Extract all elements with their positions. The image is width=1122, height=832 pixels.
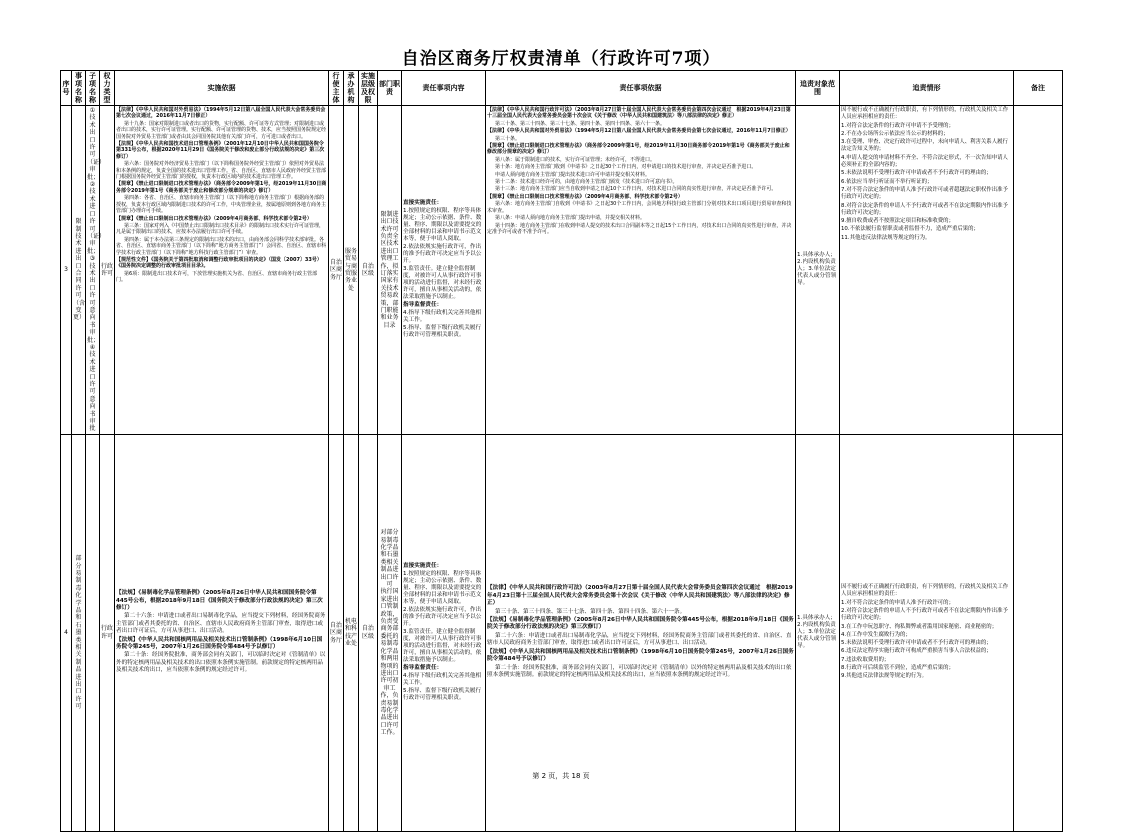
resp-basis-para: 【法律】《中华人民共和国行政许可法》（2003年8月27日第十届全国人民代表大会常务委员会第四次会议通过 根据2019年4月23日第十三届全国人民代表大会常务委员会第十次会议《关于修改〈中华人民共和国建筑法〉等八部法律的决定》修正） bbox=[487, 585, 793, 607]
resp-para: 1.按照规定的权限、程序等具体规定；主动公示依据、条件、数量、程序、期限以及需要提交的全部材料的目录和申请书示范文本等，便于申请人阅取。 bbox=[403, 207, 482, 242]
header-power-type: 权力类型 bbox=[100, 71, 115, 106]
basis-para: 第二十六条：申请进口或者出口易制毒化学品，应当提交下列材料，经国务院商务主管部门或者其委托的省、自治区、直辖市人民政府商务主管部门审查，取得进口或者出口许可证后，方可从事进口、出口活动。 bbox=[116, 613, 326, 635]
resp-para: 指导监督责任： bbox=[403, 301, 443, 308]
resp-basis-para: 第六条：地方商务主管部门自收到《申请书》之日起30个工作日内，会同地方科技行政主管部门分别对技术出口项目进行贸易审查和技术审查。 bbox=[487, 201, 792, 214]
row-basis bbox=[115, 106, 329, 435]
header-subject: 行使主体 bbox=[329, 71, 344, 106]
resp-basis-para: 第二十六条：申请进口或者出口易制毒化学品，应当提交下列材料，经国务院商务主管部门或者其委托的省、自治区、直辖市人民政府商务主管部门审查，取得进口或者出口许可证后，方可从事进口、出口活动。 bbox=[487, 632, 792, 647]
resp-basis-para: 第十四条：地方商务主管部门在收到申请人提交的技术出口合同副本等之日起15个工作日内，对技术出口合同的真实性进行审查，并决定准予许可或者不准予许可。 bbox=[487, 222, 792, 235]
resp-basis-para: 【法规】《易制毒化学品管理条例》（2005年8月26日中华人民共和国国务院令第445号公布，根据2018年9月18日《国务院关于修改部分行政法规的决定》第三次修订） bbox=[487, 617, 794, 631]
basis-para: 第四条：各省、自治区、直辖市商务主管部门（以下简称地方商务主管部门）根据商务部的授权，负责本行政区域内限制进口技术的许可工作，中央管理企业，按属地原则到各地方商务主管部门办理许可手续。 bbox=[116, 195, 327, 215]
pursue-para: 1.对符合法定条件的行政许可申请不予受理的； bbox=[841, 122, 954, 129]
pursue-para: 6.依法应当举行听证而不举行听证的； bbox=[841, 178, 933, 185]
row-power-type: 行政许可 bbox=[100, 434, 115, 831]
dept-duty-name: 限制进出口技术许可 bbox=[380, 210, 399, 233]
row-seq: 4 bbox=[61, 434, 72, 831]
pursue-para: 11.其他违反法律法规等规定的行为。 bbox=[841, 234, 931, 241]
pursue-para: 9.擅自收费或者不按照法定项目和标准收费的； bbox=[841, 218, 954, 225]
resp-basis-para: 【法规】《中华人民共和国核两用品及相关技术出口管制条例》（1998年6月10日国务院令第245号，2007年1月26日国务院令第484号予以修订） bbox=[487, 648, 794, 663]
basis-para: 【规范性文件】《国务院关于第四批取消和调整行政审批项目的决定》（国发〔2007〕33号）《国务院决定调整的行政审批项目目录》。 bbox=[116, 256, 322, 270]
pursue-para: 10.不依法履行监督职责或者监督不力，造成严重后果的； bbox=[841, 226, 979, 233]
dept-duty-desc: 负责全区技术进出口管理工作，拟订落实国家有关技术贸易政策，部门职能和业务目录 bbox=[380, 232, 399, 329]
resp-basis-para: 第十三条：地方商务主管部门应当自收到申请之日起10个工作日内，对技术进口合同的真实性进行审查，并决定是否准予许可。 bbox=[495, 186, 777, 193]
row-target: 1.具体承办人；2.内设机构负责人；3.单位法定代表人或分管领导。 bbox=[796, 434, 840, 831]
basis-para: 第六条：国务院对外经济贸易主管部门（以下简称国务院外经贸主管部门）依照对外贸易法和本条例的规定，负责全国的技术进出口管理工作。省、自治区、直辖市人民政府外经贸主管部门根据国务院外经贸主管部门的授权，负责本行政区域内的技术进出口管理工作。 bbox=[116, 161, 327, 181]
basis-para: 【规章】《禁止进口限制进口技术管理办法》（商务部令2009年第1号，经2019年11月30日商务部令2019年第1号《商务部关于废止和修改部分规章的决定》修订） bbox=[116, 181, 327, 194]
basis-para: 第6项：限制进出口技术许可，下放管理实施机关为省、自治区、直辖市商务行政主管部门。 bbox=[116, 270, 318, 284]
row-undertaker: 机电和科技产业处 bbox=[344, 434, 359, 831]
pursue-para: 5.未依法说明不受理行政许可申请或者不予行政许可的理由的； bbox=[841, 170, 992, 177]
resp-para: 4.指导下级行政机关完善其他相关工作。 bbox=[403, 309, 482, 323]
row-subject: 自治区商务厅 bbox=[329, 434, 344, 831]
row-resp-basis bbox=[486, 106, 796, 435]
pursue-para: 4.申请人提交的申请材料不齐全、不符合法定形式，不一次告知申请人必须补正的全部内容的； bbox=[841, 154, 1008, 169]
pursue-para: 2.不在办公场所公示依法应当公示的材料的； bbox=[841, 130, 949, 137]
basis-para: 第四条：属于本办法第三条规定的限制出口技术的出口，由商务部会同科学技术部审批。各省、自治区、直辖市商务主管部门（以下简称“地方商务主管部门”）会同省、自治区、直辖市科学技术行政主管部门（以下简称“地方科技行政主管部门”）审查。 bbox=[116, 236, 327, 256]
basis-para: 【法律】《中华人民共和国对外贸易法》（1994年5月12日第八届全国人民代表大会常务委员会第七次会议通过，2016年11月7日修正） bbox=[116, 107, 326, 120]
row-item-name: 部分易制毒化学品和石墨类相关制品进出口许可 bbox=[72, 434, 86, 831]
resp-para: 直接实施责任： bbox=[403, 562, 443, 569]
basis-para: 【法规】《中华人民共和国核两用品及相关技术出口管制条例》（1998年6月10日国务院令第245号，2007年1月26日国务院令第484号予以修订） bbox=[116, 636, 323, 650]
resp-basis-para: 第三十条、第三十四条、第三十七条、第四十条、第四十四条、第六十一条。 bbox=[495, 608, 686, 615]
dept-duty-name: 对部分易制毒化学品和石墨类相关制品进出口许可 bbox=[380, 529, 399, 589]
row-seq: 3 bbox=[61, 106, 72, 435]
basis-para: 【法规】《中华人民共和国技术进出口管理条例》（2001年12月10日中华人民共和国国务院令第331号公布，根据2020年11月29日《国务院关于修改和废止部分行政法规的决定》第三次修订） bbox=[116, 141, 325, 160]
resp-basis-para: 申请人须向地方商务主管部门提出技术进口许可申请并提交相关材料。 bbox=[495, 171, 651, 178]
resp-para: 5.指导、监督下级行政机关履行行政许可管理相关职责。 bbox=[403, 324, 482, 338]
resp-para: 指导监督责任： bbox=[403, 664, 443, 671]
row-remark bbox=[1014, 106, 1063, 435]
header-seq: 序号 bbox=[61, 71, 72, 106]
pursue-para: 1.对不符合法定条件的申请人准予行政许可的； bbox=[841, 599, 954, 606]
resp-para: 3.监管责任。建立健全监督制度，对被许可人从事行政许可事项的活动进行监督，对未经行政许可，擅自从事相关活动的，依法采取措施予以制止。 bbox=[403, 265, 482, 300]
page-footer: 第 2 页，共 18 页 bbox=[532, 772, 590, 780]
basis-para: 第十九条：国家对限制进口或者出口的货物，实行配额、许可证等方式管理；对限制进口或者出口的技术，实行许可证管理。实行配额、许可证管理的货物、技术，应当按照国务院规定经国务院对外贸易主管部门或者由其会同国务院其他有关部门许可，方可进口或者出口。 bbox=[116, 120, 327, 140]
pursue-para: 因不履行或不正确履行行政职责，有下列情形的，行政机关及相关工作人员应承担相应的责任： bbox=[841, 584, 1009, 598]
resp-basis-para: 第三十条、第三十四条、第三十七条、第四十条、第四十四条、第六十一条。 bbox=[495, 120, 666, 127]
header-undertaker: 承办机构 bbox=[344, 71, 359, 106]
resp-para: 2.依法依规实施行政许可，作出的准予行政许可决定应当予以公开。 bbox=[403, 243, 482, 264]
pursue-para: 7.违法收取费用的； bbox=[841, 656, 890, 663]
pursue-para: 7.对不符合法定条件的申请人准予行政许可或者超越法定职权作出准予行政许可决定的； bbox=[841, 186, 1008, 201]
header-sub-name: 子项名称 bbox=[86, 71, 100, 106]
pursue-para: 因不履行或不正确履行行政职责，有下列情形的，行政机关及相关工作人员应承担相应的责任： bbox=[841, 107, 1009, 121]
resp-basis-para: 第八条：属于限制进口的技术，实行许可证管理；未经许可，不得进口。 bbox=[495, 156, 656, 163]
resp-para: 5.指导、监督下级行政机关履行行政许可管理相关职责。 bbox=[403, 687, 482, 701]
pursue-para: 2.对符合法定条件的申请人不予行政许可或者不在法定期限内作出准予行政许可决定的； bbox=[841, 607, 1008, 622]
row-resp-content bbox=[402, 106, 486, 435]
resp-basis-para: 【法律】《中华人民共和国行政许可法》（2003年8月27日第十届全国人民代表大会常务委员会第四次会议通过 根据2019年4月23日第十三届全国人民代表大会常务委员会第十次会议《关于修改〈中华人民共和国建筑法〉等八部法律的决定》修正） bbox=[487, 107, 791, 120]
resp-basis-para: 第二十条：经国务院批准，商务部会同有关部门，可以临时决定对《管制清单》以外的特定核两用品及相关技术的出口依照本条例实施管制。前款规定的特定核两用品及相关技术的出口，应当依照本条例的规定经过许可。 bbox=[487, 664, 792, 678]
resp-para: 1.按照规定的权限、程序等具体规定；主动公示依据、条件、数量、程序、期限以及需要提交的全部材料的目录和申请书示范文本等，便于申请人阅取。 bbox=[403, 570, 482, 605]
header-pursue: 追责情形 bbox=[840, 71, 1014, 106]
pursue-para: 6.违反法定程序实施行政许可构成严重损害当事人合法权益的； bbox=[841, 648, 992, 655]
resp-para: 直接实施责任： bbox=[403, 199, 443, 206]
pursue-para: 9.其他违反法律法规等规定的行为。 bbox=[841, 673, 928, 680]
resp-basis-para: 第八条：申请人须向地方商务主管部门提出申请，并提交相关材料。 bbox=[495, 215, 646, 222]
row-pursue bbox=[840, 106, 1014, 435]
resp-para: 4.指导下级行政机关完善其他相关工作。 bbox=[403, 672, 482, 686]
row-target: 1.具体承办人；2.内设机构负责人；3.单位法定代表人或分管领导。 bbox=[796, 106, 840, 435]
pursue-para: 4.在工作中发生腐败行为的； bbox=[841, 631, 911, 638]
table-row bbox=[61, 106, 1063, 435]
row-level: 自治区级 bbox=[359, 434, 378, 831]
row-item-name: 限制技术进出口合同许可（含变更） bbox=[72, 106, 86, 435]
header-resp-basis: 责任事项依据 bbox=[486, 71, 796, 106]
pursue-para: 3.在工作中玩忽职守、徇私舞弊或者滥用国家秘密、商业秘密的； bbox=[841, 623, 998, 630]
basis-para: 【法规】《易制毒化学品管理条例》（2005年8月26日中华人民共和国国务院令第445号公布，根据2018年9月18日《国务院关于修改部分行政法规的决定》第三次修订） bbox=[116, 590, 323, 611]
row-level: 自治区级 bbox=[359, 106, 378, 435]
row-sub-name: ①技术出口许可（证）审批；②技术进口许可（证）审批；③技术出口许可意向书审批；④技术进口许可意向书审批 bbox=[87, 107, 106, 433]
row-subject: 自治区商务厅 bbox=[329, 106, 344, 435]
dept-duty-desc: 执行国家进出口管制政策，负责受商务部委托的易制毒化学品和两用物项的进出口许可初审工作，负责易制毒化学品进出口许可工作。 bbox=[380, 588, 399, 737]
header-row bbox=[61, 71, 1063, 106]
pursue-para: 8.对符合法定条件的申请人不予行政许可或者不在法定期限内作出准予行政许可决定的； bbox=[841, 202, 1008, 216]
header-remark: 备注 bbox=[1014, 71, 1063, 106]
header-level: 实施层级及权限 bbox=[359, 71, 378, 106]
page-title: 自治区商务厅权责清单（行政许可7项） bbox=[401, 49, 721, 69]
resp-para: 2.依法依规实施行政许可，作出的准予行政许可决定应当予以公开。 bbox=[403, 606, 482, 627]
pursue-para: 3.在受理、审查、决定行政许可过程中，未向申请人、利害关系人履行法定告知义务的； bbox=[841, 139, 1008, 153]
resp-basis-para: 【法律】《中华人民共和国对外贸易法》（1994年5月12日第八届全国人民代表大会常务委员会第七次会议通过，2016年11月7日修正） bbox=[487, 128, 791, 135]
pursue-para: 5.未依法说明不受理行政许可申请或者不予行政许可的理由的； bbox=[841, 640, 992, 647]
resp-basis-para: 第三十条。 bbox=[495, 135, 521, 142]
header-dept-duty: 部门职责 bbox=[378, 71, 402, 106]
resp-basis-para: 第十条：地方商务主管部门收到《申请书》之日起30个工作日内，对申请进口的技术进行审查，并决定是否准予进口。 bbox=[495, 164, 757, 171]
header-item-name: 事项名称 bbox=[72, 71, 86, 106]
row-power-type: 行政许可 bbox=[100, 106, 115, 435]
basis-para: 【规章】《禁止出口限制出口技术管理办法》（2009年4月商务部、科学技术部令第2号） bbox=[116, 215, 312, 222]
header-target: 追责对象范围 bbox=[796, 71, 840, 106]
pursue-para: 8.行政许可后续监管不到位，造成严重后果的； bbox=[841, 665, 954, 672]
header-resp-content: 责任事项内容 bbox=[402, 71, 486, 106]
row-dept-duty bbox=[378, 106, 402, 435]
resp-basis-para: 第十二条：技术进口经许可的，由地方商务主管部门颁发《技术进口许可意向书》。 bbox=[495, 179, 678, 186]
resp-basis-para: 【规章】《禁止进口限制进口技术管理办法》（商务部令2009年第1号，经2019年11月30日商务部令2019年第1号《商务部关于废止和修改部分规章的决定》修订） bbox=[487, 143, 790, 156]
resp-basis-para: 【规章】《禁止出口限制出口技术管理办法》（2009年4月商务部、科学技术部令第2号） bbox=[487, 193, 683, 200]
resp-para: 3.监管责任。建立健全监督制度，对被许可人从事行政许可事项的活动进行监督，对未经行政许可，擅自从事相关活动的，依法采取措施予以制止。 bbox=[403, 628, 482, 663]
header-basis: 实施依据 bbox=[115, 71, 329, 106]
basis-para: 第三条：国家对列入《中国禁止出口限制出口技术目录》的限制出口技术实行许可证管理，凡是属于限制出口的技术，应按本办法履行出口许可手续。 bbox=[116, 222, 325, 236]
authority-table bbox=[60, 70, 1063, 832]
basis-para: 第二十条：经国务院批准，商务部会同有关部门，可以临时决定对《管制清单》以外的特定核两用品及相关技术的出口依照本条例实施管制。前款规定的特定核两用品及相关技术的出口，应当依照本条例的规定经过许可。 bbox=[116, 652, 326, 674]
row-undertaker: 服务贸易与商贸服务业处 bbox=[344, 106, 359, 435]
